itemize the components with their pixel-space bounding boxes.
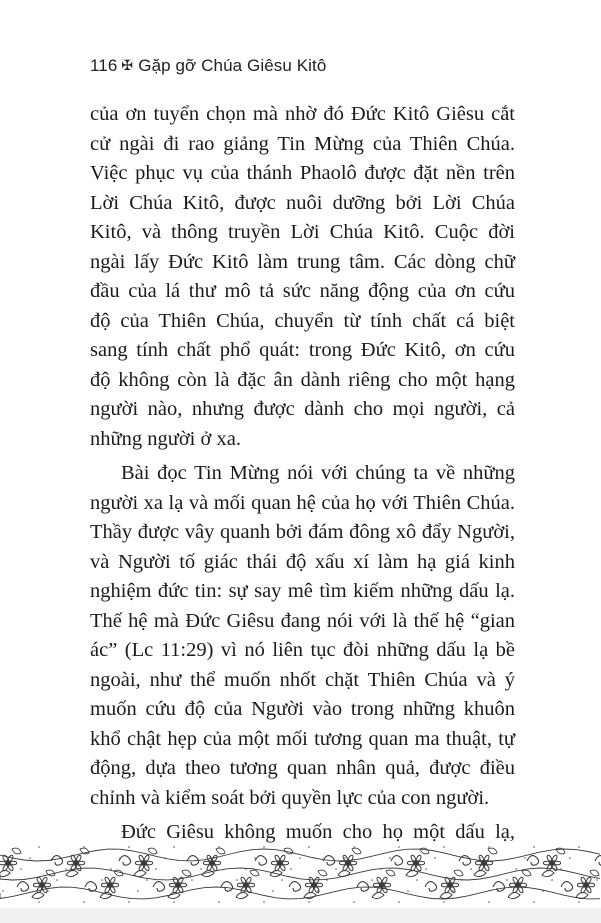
text-line: khổ chật hẹp của một mối tương quan ma thuật, tự xyxy=(90,727,515,750)
text-line: và Người tố giác thái độ xấu xí làm hạ giá kinh xyxy=(90,550,515,573)
text-line: Bài đọc Tin Mừng nói với chúng ta về những xyxy=(121,462,515,484)
text-line: cử ngài đi rao giảng Tin Mừng của Thiên Chúa. xyxy=(90,132,515,155)
text-line: sang tính chất phổ quát: trong Đức Kitô, ơn cứu xyxy=(90,339,515,361)
text-line: người nào, nhưng được dành cho mọi người, cả xyxy=(90,398,515,420)
page-header xyxy=(90,56,326,76)
text-line: độ không còn là đặc ân dành riêng cho một hạng xyxy=(90,368,515,391)
text-line: Thầy được vây quanh bởi đám đông xô đẩy Người, xyxy=(90,521,515,543)
floral-pattern-icon xyxy=(0,843,601,905)
text-line: người xa lạ và mối quan hệ của họ với Thiên Chúa. xyxy=(90,491,515,514)
text-line: muốn cứu độ của Người vào trong những khuôn xyxy=(90,698,515,720)
text-line: những người ở xa. xyxy=(90,427,241,450)
text-line: ác” (Lc 11:29) vì nó liên tục đòi những dấu lạ bề xyxy=(90,639,515,661)
text-line: Lời Chúa Kitô, được nuôi dưỡng bởi Lời Chúa xyxy=(90,191,515,214)
running-title: Gặp gỡ Chúa Giêsu Kitô xyxy=(138,56,327,75)
paragraph-2 xyxy=(90,459,515,813)
floral-border-ornament xyxy=(0,843,601,905)
text-line: Việc phục vụ của thánh Phaolô được đặt nền trên xyxy=(90,162,515,184)
text-line: nghiệm đức tin: sự say mê tìm kiếm những dấu lạ. xyxy=(90,580,515,602)
text-line: Kitô, và thông truyền Lời Chúa Kitô. Cuộc đời xyxy=(90,221,515,243)
text-line: độ của Thiên Chúa, chuyển từ tính chất cá biệt xyxy=(90,309,515,332)
page-number: 116 xyxy=(90,56,118,75)
page-bottom-edge xyxy=(0,908,601,923)
text-line: Thế hệ mà Đức Giêsu đang nói với là thế hệ “gian xyxy=(90,609,515,632)
paragraph-1 xyxy=(90,100,515,454)
text-line: ngoài, như thể muốn nhốt chặt Thiên Chúa và ý xyxy=(90,668,515,691)
text-line: động, dựa theo tương quan nhân quả, được điều xyxy=(90,757,515,779)
cross-ornament-icon: ✠ xyxy=(121,57,134,73)
text-line: ngài lấy Đức Kitô làm trung tâm. Các dòng chữ xyxy=(90,250,515,273)
text-line: đầu của lá thư mô tả sức năng động của ơn cứu xyxy=(90,280,515,302)
text-line: chỉnh và kiểm soát bởi quyền lực của con người. xyxy=(90,786,490,809)
body-text xyxy=(90,100,515,907)
text-line: Đức Giêsu không muốn cho họ một dấu lạ, xyxy=(121,821,515,843)
text-line: của ơn tuyển chọn mà nhờ đó Đức Kitô Giêsu cắt xyxy=(90,103,515,125)
